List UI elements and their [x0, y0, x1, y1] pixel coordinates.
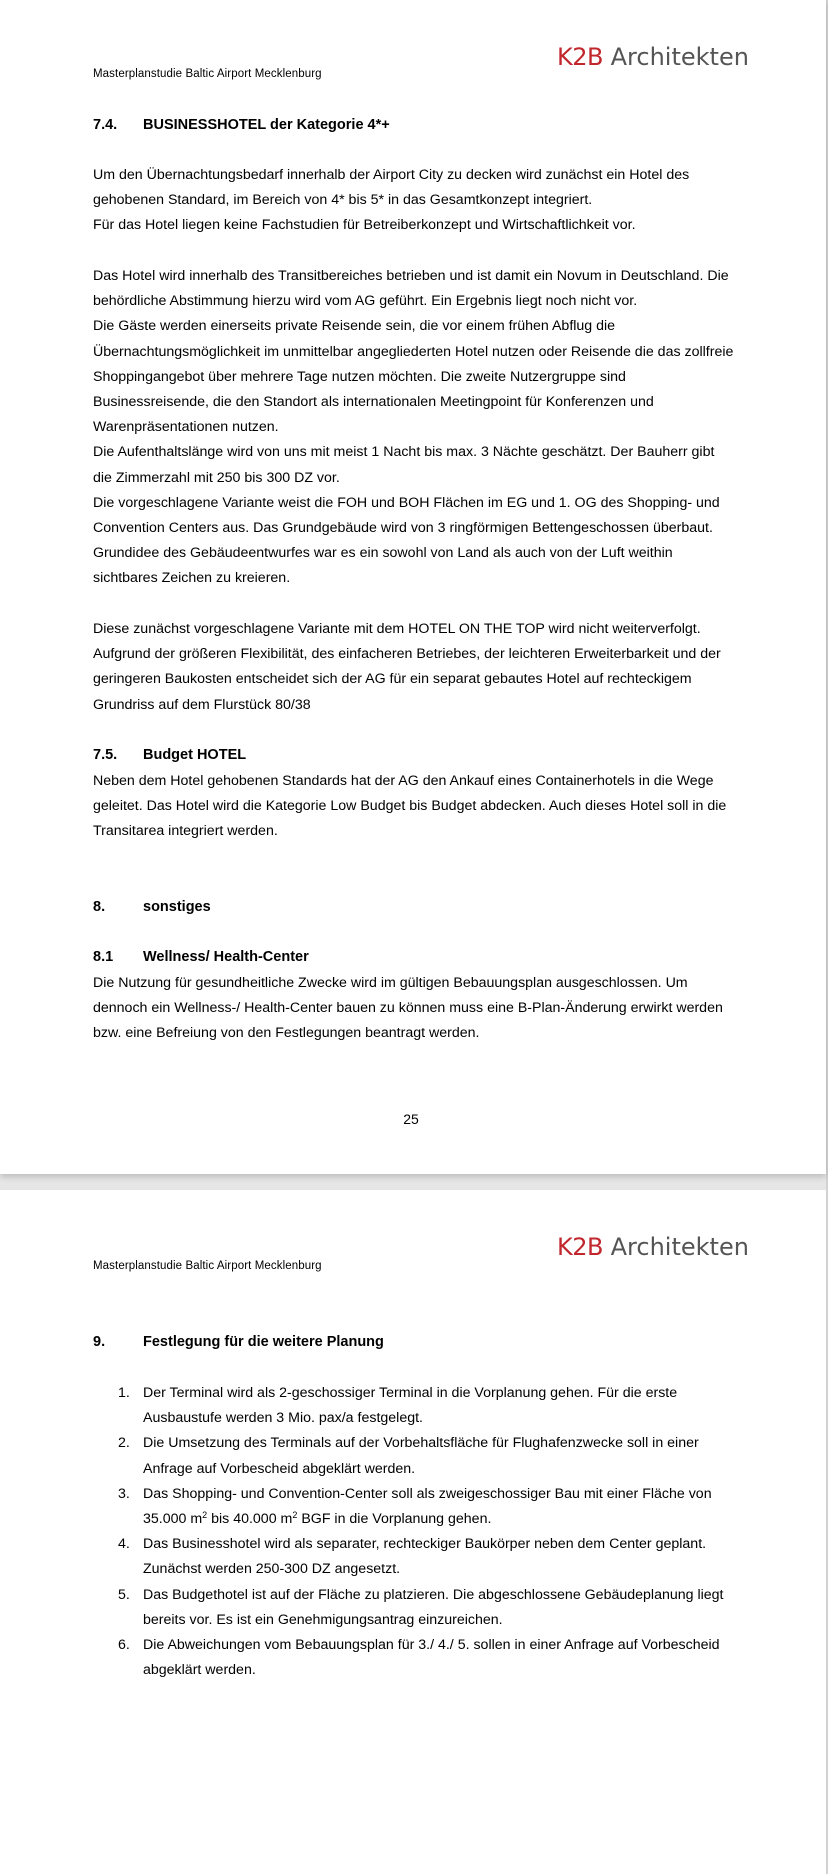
text-line: Das Businesshotel wird als separater, rechteckiger Baukörper neben dem Center geplant. [143, 1536, 707, 1553]
text-line: Der Terminal wird als 2-geschossiger Terminal in die Vorplanung gehen. Für die erste [143, 1385, 678, 1401]
list-number: 3. [118, 1485, 130, 1502]
text-line: Die Aufenthaltslänge wird von uns mit meist 1 Nacht bis max. 3 Nächte geschätzt. Der Bauherr gibt [93, 444, 715, 461]
section-title: Festlegung für die weitere Planung [143, 1334, 384, 1350]
text-line: Das Hotel wird innerhalb des Transitbereiches betrieben und ist damit ein Novum in Deutschland. Die [93, 268, 729, 284]
text-line: Warenpräsentationen nutzen. [93, 419, 279, 436]
text-line: Die vorgeschlagene Variante weist die FOH und BOH Flächen im EG und 1. OG des Shopping- und [93, 494, 720, 511]
text-line: Grundidee des Gebäudeentwurfes war es ein sowohl von Land als auch von der Luft weithin [93, 545, 673, 562]
planning-list [93, 1381, 743, 1683]
list-number: 2. [118, 1435, 130, 1452]
text-line: Ausbaustufe werden 3 Mio. pax/a festgelegt. [143, 1410, 423, 1427]
paragraph-hotel-on-the-top [93, 617, 743, 718]
text-line: bzw. eine Befreiung von den Festlegungen beantragt werden. [93, 1025, 480, 1042]
section-title: Wellness/ Health-Center [143, 949, 309, 965]
superscript: 2 [202, 1509, 208, 1520]
list-item [93, 1633, 743, 1683]
section-title: Budget HOTEL [143, 747, 247, 763]
text-line: Die Abweichungen vom Bebauungsplan für 3./ 4./ 5. sollen in einer Anfrage auf Vorbescheid [143, 1636, 720, 1653]
header-subtitle: Masterplanstudie Baltic Airport Mecklenburg [93, 68, 322, 80]
section-title: BUSINESSHOTEL der Kategorie 4*+ [143, 117, 390, 133]
text-fragment: bis 40.000 m [207, 1510, 293, 1527]
text-line: Transitarea integriert werden. [93, 823, 278, 840]
text-line: Zunächst werden 250-300 DZ angesetzt. [143, 1561, 401, 1578]
text-fragment: 35.000 m [143, 1510, 203, 1527]
text-line: Convention Centers aus. Das Grundgebäude wird von 3 ringförmigen Bettengeschossen überbaut. [93, 519, 713, 536]
text-line: geringeren Baukosten entscheidet sich der AG für ein separat gebautes Hotel auf rechteckigem [93, 671, 692, 688]
list-item [93, 1431, 743, 1481]
company-logo [557, 1233, 749, 1261]
section-heading-8 [93, 899, 211, 915]
text-line: Aufgrund der größeren Flexibilität, des einfacheren Betriebes, der leichteren Erweiterbarkeit und der [93, 646, 721, 663]
text-line: Für das Hotel liegen keine Fachstudien für Betreiberkonzept und Wirtschaftlichkeit vor. [93, 217, 636, 234]
list-number: 4. [118, 1536, 130, 1553]
section-heading-7-4 [93, 117, 390, 133]
text-fragment: BGF in die Vorplanung gehen. [297, 1510, 492, 1527]
text-line: Die Gäste werden einerseits private Reisende sein, die vor einem frühen Abflug die [93, 318, 616, 335]
text-line: Übernachtungsmöglichkeit im unmittelbar angegliederten Hotel nutzen oder Reisende die das zollfreie [93, 343, 734, 360]
logo-k2b: K2B [557, 1233, 603, 1261]
text-line: Neben dem Hotel gehobenen Standards hat der AG den Ankauf eines Containerhotels in die Wege [93, 773, 714, 789]
logo-architekten: Architekten [610, 43, 749, 71]
header-subtitle: Masterplanstudie Baltic Airport Mecklenburg [93, 1260, 322, 1272]
company-logo [557, 43, 749, 71]
text-line: Das Budgethotel ist auf der Fläche zu platzieren. Die abgeschlossene Gebäudeplanung liegt [143, 1586, 724, 1603]
logo-k2b: K2B [557, 43, 603, 71]
text-line: Grundriss auf dem Flurstück 80/38 [93, 696, 311, 713]
section-title: sonstiges [143, 899, 211, 915]
list-item [93, 1482, 743, 1532]
section-number: 7.5. [93, 747, 118, 763]
section-heading-9 [93, 1334, 384, 1350]
section-number: 7.4. [93, 117, 118, 133]
list-number: 1. [118, 1385, 130, 1401]
text-line-with-superscript [143, 1507, 743, 1532]
paragraph-budget-hotel [93, 769, 743, 845]
superscript: 2 [292, 1509, 298, 1520]
text-line: Um den Übernachtungsbedarf innerhalb der Airport City zu decken wird zunächst ein Hotel des [93, 167, 690, 183]
list-item [93, 1381, 743, 1431]
text-line: Businessreisende, die den Standort als internationalen Meetingpoint für Konferenzen und [93, 393, 654, 410]
section-number: 8.1 [93, 949, 114, 965]
text-line: behördliche Abstimmung hierzu wird vom AG geführt. Ein Ergebnis liegt noch nicht vor. [93, 293, 638, 310]
text-line: sichtbares Zeichen zu kreieren. [93, 570, 291, 587]
text-line: abgeklärt werden. [143, 1662, 256, 1679]
text-line: Die Nutzung für gesundheitliche Zwecke wird im gültigen Bebauungsplan ausgeschlossen. Um [93, 975, 688, 991]
text-line: Das Shopping- und Convention-Center soll als zweigeschossiger Bau mit einer Fläche von [143, 1485, 712, 1502]
paragraph-hotel-demand [93, 163, 743, 239]
text-line: gehobenen Standard, im Bereich von 4* bis 5* in das Gesamtkonzept integriert. [93, 192, 593, 209]
logo-architekten: Architekten [610, 1233, 749, 1261]
list-number: 6. [118, 1636, 130, 1653]
page-number: 25 [403, 1111, 419, 1127]
text-line: bereits vor. Es ist ein Genehmigungsantrag einzureichen. [143, 1611, 503, 1628]
text-line: Diese zunächst vorgeschlagene Variante mit dem HOTEL ON THE TOP wird nicht weiterverfolgt. [93, 621, 701, 637]
list-item [93, 1532, 743, 1582]
list-number: 5. [118, 1586, 130, 1603]
section-number: 9. [93, 1334, 106, 1350]
text-line: Anfrage auf Vorbescheid abgeklärt werden. [143, 1460, 416, 1477]
section-number: 8. [93, 899, 106, 915]
text-line: dennoch ein Wellness-/ Health-Center bauen zu können muss eine B-Plan-Änderung erwirkt werden [93, 1000, 723, 1017]
text-line: Die Umsetzung des Terminals auf der Vorbehaltsfläche für Flughafenzwecke soll in einer [143, 1435, 699, 1452]
list-item [93, 1583, 743, 1633]
paragraph-wellness [93, 971, 743, 1047]
text-line: Shoppingangebot über mehrere Tage nutzen möchten. Die zweite Nutzergruppe sind [93, 368, 626, 385]
section-heading-7-5 [93, 747, 246, 763]
paragraph-transit-hotel [93, 264, 743, 591]
text-line: die Zimmerzahl mit 250 bis 300 DZ vor. [93, 469, 340, 486]
text-line: geleitet. Das Hotel wird die Kategorie Low Budget bis Budget abdecken. Auch dieses Hotel soll in die [93, 798, 727, 815]
section-heading-8-1 [93, 949, 309, 965]
document-page-26 [0, 1190, 826, 1874]
